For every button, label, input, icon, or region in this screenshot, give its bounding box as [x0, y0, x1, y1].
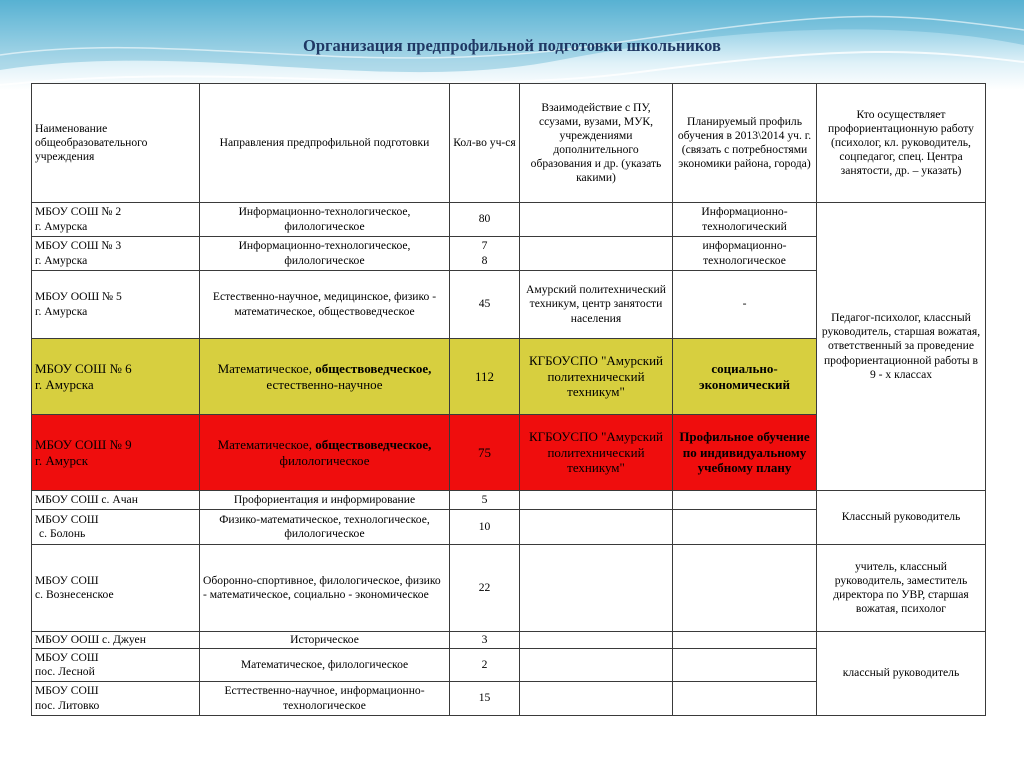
page-title: Организация предпрофильной подготовки школьников — [303, 36, 721, 55]
school-name: МБОУ ООШ № 5 — [35, 290, 122, 304]
school-name-cell — [32, 415, 200, 491]
school-town: г. Амурск — [35, 452, 89, 468]
school-town: г. Амурска — [35, 253, 88, 267]
interaction-cell — [520, 682, 673, 716]
table-row — [32, 545, 986, 632]
school-name-cell — [32, 545, 200, 632]
interaction-cell: Амурский политехнический техникум, центр занятости населения — [520, 271, 673, 339]
school-name: МБОУ СОШ № 3 — [35, 239, 122, 253]
count-value: 8 — [481, 253, 488, 267]
count-cell: 3 — [450, 632, 520, 649]
school-name-cell — [32, 510, 200, 545]
school-town: пос. Лесной — [35, 665, 95, 678]
count-cell: 75 — [450, 415, 520, 491]
school-name: МБОУ СОШ № 9 — [35, 436, 132, 452]
interaction-cell — [520, 545, 673, 632]
who-cell-group-1: Педагог-психолог, классный руководитель, старшая вожатая, ответственный за проведение профориентационной работы в 9 - х классах — [817, 203, 986, 491]
direction-text-bold: обществоведческое, — [315, 360, 432, 376]
school-name: МБОУ СОШ № 2 — [35, 205, 122, 219]
directions-cell: Информационно-технологическое, филологическое — [200, 237, 450, 271]
header-count: Кол-во уч-ся — [450, 84, 520, 203]
direction-text: филологическое — [279, 452, 370, 468]
directions-cell: Историческое — [200, 632, 450, 649]
school-town: г. Амурска — [35, 304, 88, 318]
school-name: МБОУ СОШ № 6 — [35, 360, 132, 376]
count-value: 7 — [481, 239, 488, 253]
count-cell: 15 — [450, 682, 520, 716]
profile-cell — [673, 510, 817, 545]
direction-text: естественно-научное — [266, 376, 383, 392]
table-row — [32, 632, 986, 649]
directions-cell — [200, 339, 450, 415]
preprofile-table — [31, 83, 986, 716]
count-cell: 5 — [450, 491, 520, 510]
header-directions: Направления предпрофильной подготовки — [200, 84, 450, 203]
header-name: Наименование общеобразовательного учреждения — [32, 84, 200, 203]
school-name: МБОУ СОШ — [35, 684, 99, 698]
profile-cell — [673, 491, 817, 510]
directions-cell: Оборонно-спортивное, филологическое, физико - математическое, социально - экономическое — [200, 545, 450, 632]
school-name-cell — [32, 203, 200, 237]
directions-cell: Информационно-технологическое, филологическое — [200, 203, 450, 237]
interaction-cell — [520, 649, 673, 682]
school-name-cell — [32, 339, 200, 415]
count-cell: 112 — [450, 339, 520, 415]
school-name: МБОУ СОШ — [35, 573, 99, 587]
table-row — [32, 203, 986, 237]
school-town: г. Амурска — [35, 219, 88, 233]
school-town: с. Болонь — [39, 527, 86, 540]
count-cell: 45 — [450, 271, 520, 339]
who-cell-group-3: учитель, классный руководитель, заместитель директора по УВР, старшая вожатая, психолог — [817, 545, 986, 632]
school-name-cell — [32, 271, 200, 339]
interaction-cell — [520, 203, 673, 237]
count-cell: 10 — [450, 510, 520, 545]
school-name-cell — [32, 632, 200, 649]
header-interaction: Взаимодействие с ПУ, ссузами, вузами, МУК, учреждениями дополнительного образования и др. (указать какими) — [520, 84, 673, 203]
school-name-cell — [32, 491, 200, 510]
school-name: МБОУ СОШ — [35, 650, 99, 664]
directions-cell: Естественно-научное, медицинское, физико - математическое, обществоведческое — [200, 271, 450, 339]
profile-cell — [673, 649, 817, 682]
direction-text: Математическое, — [217, 360, 312, 376]
profile-cell: Профильное обучение по индивидуальному учебному плану — [673, 415, 817, 491]
interaction-cell — [520, 510, 673, 545]
directions-cell: Математическое, филологическое — [200, 649, 450, 682]
who-cell-group-4: классный руководитель — [817, 632, 986, 716]
count-cell: 2 — [450, 649, 520, 682]
directions-cell: Профориентация и информирование — [200, 491, 450, 510]
profile-cell — [673, 545, 817, 632]
header-profile: Планируемый профиль обучения в 2013\2014 уч. г. (связать с потребностями экономики района, города) — [673, 84, 817, 203]
school-name-cell — [32, 237, 200, 271]
directions-cell — [200, 415, 450, 491]
table-header-row — [32, 84, 986, 203]
profile-cell: - — [673, 271, 817, 339]
directions-cell: Есттественно-научное, информационно- технологическое — [200, 682, 450, 716]
school-town: г. Амурска — [35, 376, 94, 392]
school-name-cell — [32, 649, 200, 682]
profile-cell: Информационно-технологический — [673, 203, 817, 237]
school-name: МБОУ СОШ — [35, 512, 99, 526]
who-cell-group-2: Классный руководитель — [817, 491, 986, 545]
table-row — [32, 491, 986, 510]
directions-cell: Физико-математическое, технологическое, филологическое — [200, 510, 450, 545]
interaction-cell — [520, 237, 673, 271]
profile-cell — [673, 632, 817, 649]
count-cell — [450, 237, 520, 271]
school-town: с. Вознесенское — [35, 588, 114, 601]
school-town: пос. Литовко — [35, 698, 100, 712]
profile-cell — [673, 682, 817, 716]
interaction-cell: КГБОУСПО "Амурский политехнический техникум" — [520, 339, 673, 415]
school-name: МБОУ ООШ с. Джуен — [35, 632, 146, 646]
school-name: МБОУ СОШ с. Ачан — [35, 492, 138, 506]
school-name-cell — [32, 682, 200, 716]
direction-text-bold: обществоведческое, — [315, 436, 432, 452]
header-who: Кто осуществляет профориентационную работу (психолог, кл. руководитель, соцпедагог, спец. Центра занятости, др. – указать) — [817, 84, 986, 203]
interaction-cell — [520, 632, 673, 649]
profile-cell: социально-экономический — [673, 339, 817, 415]
interaction-cell — [520, 491, 673, 510]
direction-text: Математическое, — [217, 436, 312, 452]
count-cell: 22 — [450, 545, 520, 632]
interaction-cell: КГБОУСПО "Амурский политехнический техникум" — [520, 415, 673, 491]
count-cell: 80 — [450, 203, 520, 237]
profile-cell: информационно-технологическое — [673, 237, 817, 271]
